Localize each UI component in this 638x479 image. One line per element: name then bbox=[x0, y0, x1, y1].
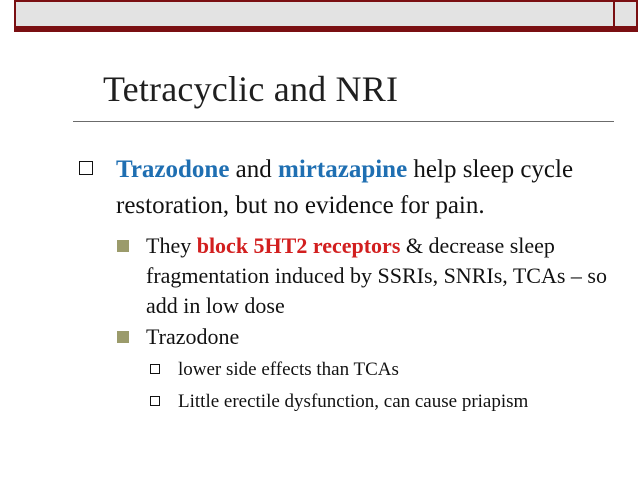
bullet-sub-sub-2: Little erectile dysfunction, can cause priapism bbox=[178, 391, 529, 412]
highlight-5ht2: block 5HT2 receptors bbox=[196, 233, 401, 258]
filled-square-bullet-icon bbox=[117, 240, 129, 252]
header-band-frame bbox=[14, 0, 615, 30]
header-band bbox=[14, 0, 638, 30]
bullet-sub-trazodone: Trazodone bbox=[146, 324, 240, 349]
header-band-square bbox=[615, 0, 638, 30]
hollow-square-bullet-icon bbox=[150, 364, 160, 374]
bullet-sub-receptors-post: & decrease sleep fragmentation induced by SSRIs, SNRIs, TCAs – so add in low dose bbox=[146, 233, 607, 318]
bullet-sub-sub-1: lower side effects than TCAs bbox=[178, 359, 399, 380]
hollow-square-bullet-icon bbox=[150, 396, 160, 406]
bullet-main-and: and bbox=[229, 156, 279, 183]
hollow-square-bullet-icon bbox=[79, 161, 93, 175]
slide-title: Tetracyclic and NRI bbox=[103, 69, 399, 109]
bullet-sub-receptors-pre: They bbox=[146, 233, 197, 258]
bullet-sub-receptors bbox=[146, 231, 616, 321]
filled-square-bullet-icon bbox=[117, 331, 129, 343]
title-divider bbox=[73, 121, 614, 122]
bullet-main-rest: help sleep cycle restoration, but no evidence for pain. bbox=[116, 156, 574, 219]
bullet-main bbox=[116, 152, 616, 224]
drug-name-mirtazapine: mirtazapine bbox=[278, 156, 408, 183]
drug-name-trazodone: Trazodone bbox=[116, 156, 230, 183]
